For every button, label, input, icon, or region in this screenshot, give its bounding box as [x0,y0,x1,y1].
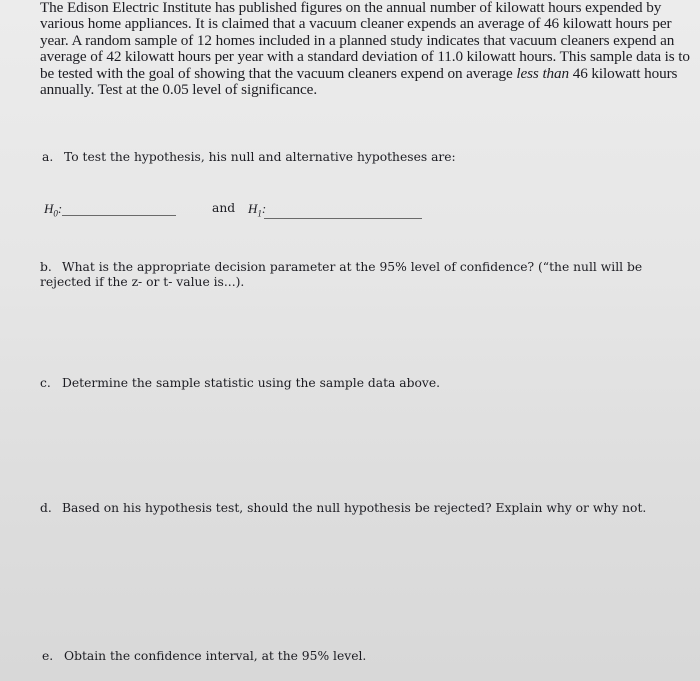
question-e [42,649,682,664]
alt-hypothesis-blank[interactable] [264,218,422,219]
problem-emphasis: less than [516,64,570,82]
null-hypothesis-blank[interactable] [62,215,176,216]
problem-outro: 46 kilowatt hours annually. Test at the 0.05 level of significance. [40,64,678,99]
question-e-letter: e. [42,649,54,663]
question-b [40,260,680,290]
question-d [40,501,680,516]
question-d-text: Based on his hypothesis test, should the null hypothesis be rejected? Explain why or why not. [62,501,647,515]
question-a-letter: a. [42,150,54,164]
question-b-text: What is the appropriate decision parameter at the 95% level of confidence? (“the null will be rejected if the z- or t- value is...). [40,260,643,289]
null-hypothesis-label: $H_0$: [44,201,63,219]
problem-intro: The Edison Electric Institute has published figures on the annual number of kilowatt hours expended by various home appliances. It is claimed that a vacuum cleaner expends an average of 46 kilowatt hours per year. A random sample of 12 homes included in a planned study indicates that vacuum cleaners expend an average of 42 kilowatt hours per year with a standard deviation of 11.0 kilowatt hours. This sample data is to be tested with the goal of showing that the vacuum cleaners expend on average [40,0,690,82]
question-c-text: Determine the sample statistic using the sample data above. [62,376,441,390]
question-c-letter: c. [40,376,51,390]
question-d-letter: d. [40,501,52,515]
question-c [40,376,680,391]
question-e-text: Obtain the confidence interval, at the 95% level. [64,649,367,663]
and-label: and [212,201,236,215]
question-a [42,150,682,165]
question-b-letter: b. [40,260,52,274]
alt-hypothesis-label: $H_1$: [248,201,267,219]
problem-statement [40,0,690,98]
question-a-text: To test the hypothesis, his null and alternative hypotheses are: [64,150,456,164]
